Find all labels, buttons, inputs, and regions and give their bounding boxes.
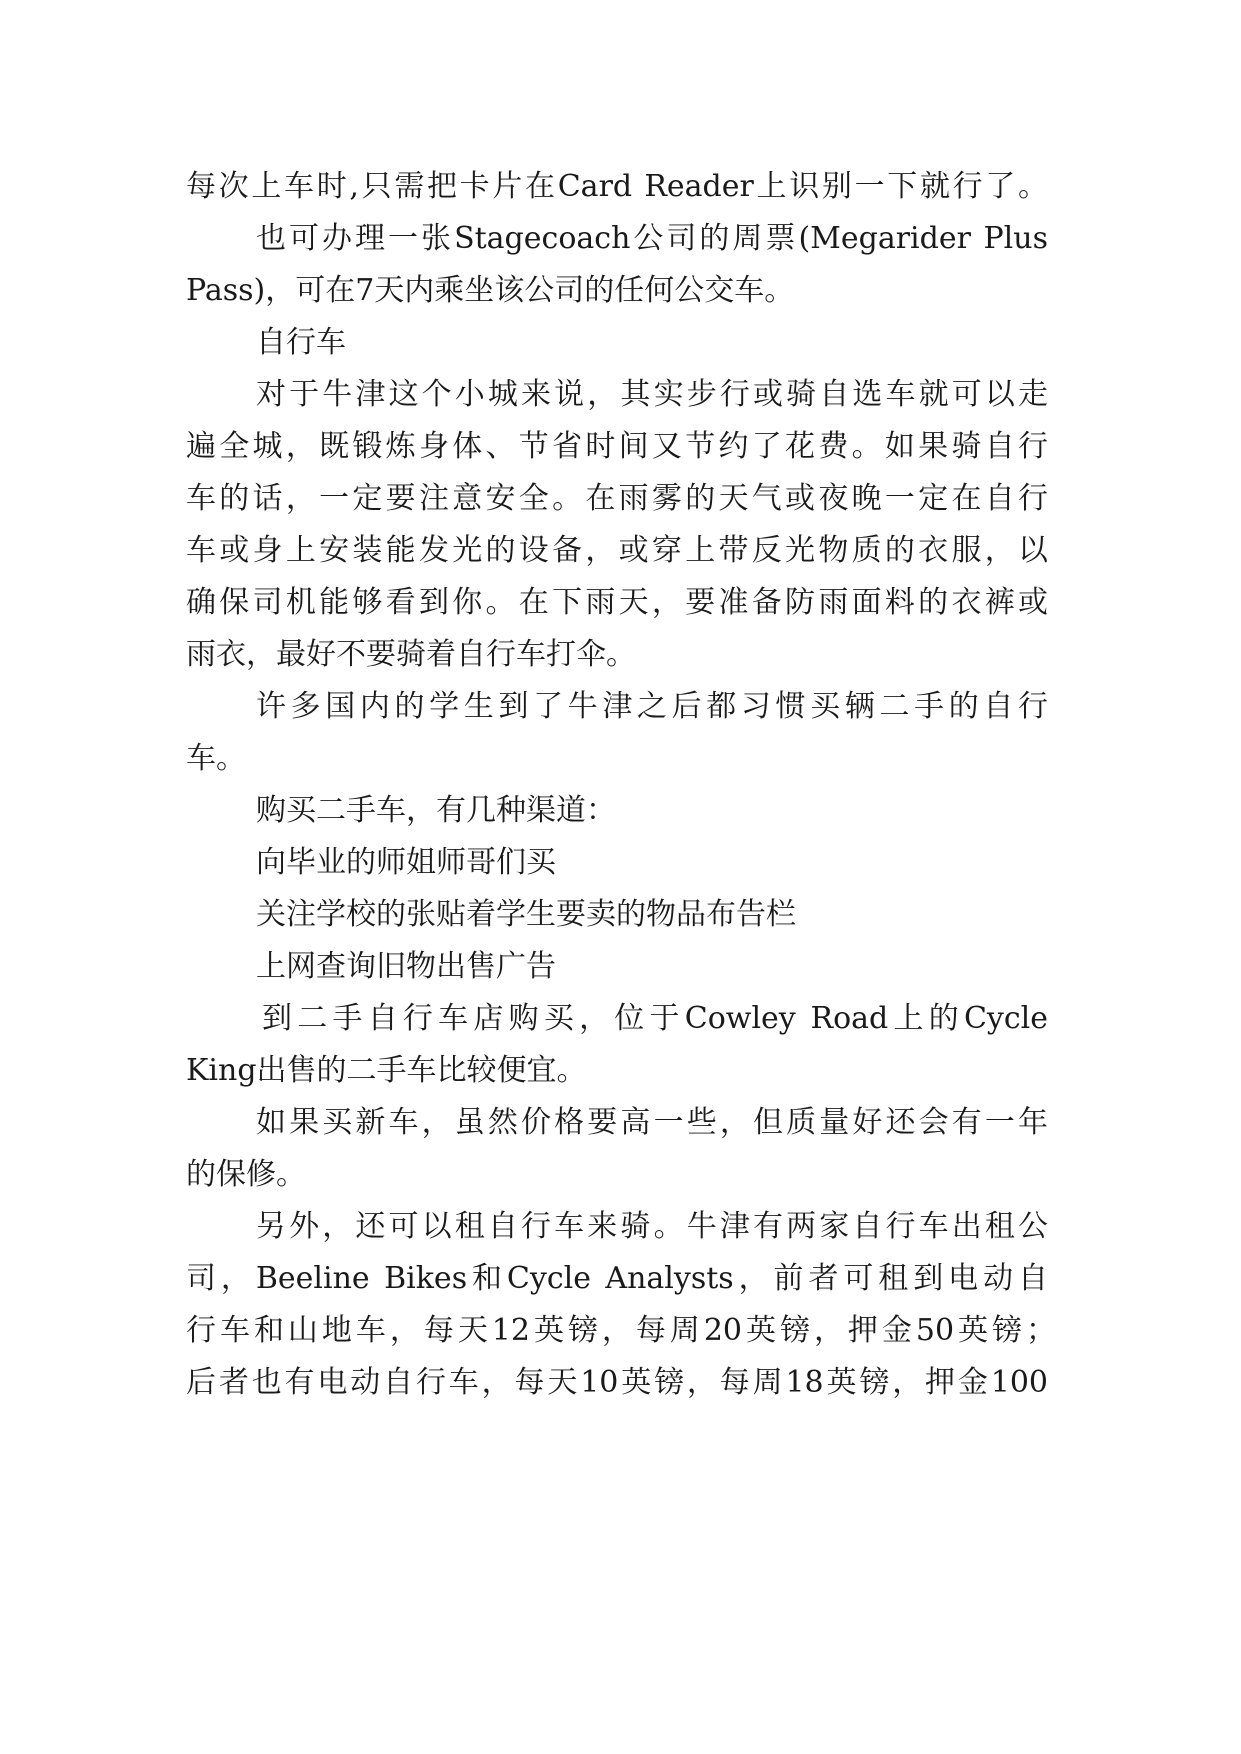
text-line: 遍全城，既锻炼身体、节省时间又节约了花费。如果骑自行: [186, 429, 1048, 464]
text-line: 的保修。: [186, 1157, 306, 1192]
text-line: 车的话，一定要注意安全。在雨雾的天气或夜晚一定在自行: [186, 481, 1048, 516]
text-line: 购买二手车，有几种渠道：: [256, 793, 616, 828]
list-item: 到二手自行车店购买，位于Cowley Road上的Cycle: [262, 1001, 1048, 1036]
text-line: 也可办理一张Stagecoach公司的周票(Megarider Plus: [256, 221, 1048, 256]
text-line: 确保司机能够看到你。在下雨天，要准备防雨面料的衣裤或: [186, 585, 1048, 620]
text-line: 雨衣，最好不要骑着自行车打伞。: [186, 637, 636, 672]
section-heading: 自行车: [256, 325, 346, 360]
text-line: 车或身上安装能发光的设备，或穿上带反光物质的衣服，以: [186, 533, 1048, 568]
list-item: 向毕业的师姐师哥们买: [256, 845, 556, 880]
text-line: 对于牛津这个小城来说，其实步行或骑自选车就可以走: [256, 377, 1048, 412]
list-item: 关注学校的张贴着学生要卖的物品布告栏: [256, 897, 796, 932]
text-line: 每次上车时,只需把卡片在Card Reader上识别一下就行了。: [186, 169, 1048, 204]
text-line: 后者也有电动自行车，每天10英镑，每周18英镑，押金100: [186, 1365, 1048, 1400]
text-line: 另外，还可以租自行车来骑。牛津有两家自行车出租公: [256, 1209, 1048, 1244]
text-line: 如果买新车，虽然价格要高一些，但质量好还会有一年: [256, 1105, 1048, 1140]
list-item: 上网查询旧物出售广告: [256, 949, 556, 984]
text-line: 司，Beeline Bikes和Cycle Analysts，前者可租到电动自: [186, 1261, 1048, 1296]
text-line: 行车和山地车，每天12英镑，每周20英镑，押金50英镑；: [186, 1313, 1056, 1348]
text-line: Pass)，可在7天内乘坐该公司的任何公交车。: [186, 273, 795, 308]
text-line: 许多国内的学生到了牛津之后都习惯买辆二手的自行: [256, 689, 1048, 724]
text-line: 车。: [186, 741, 246, 776]
text-line: King出售的二手车比较便宜。: [186, 1053, 587, 1088]
